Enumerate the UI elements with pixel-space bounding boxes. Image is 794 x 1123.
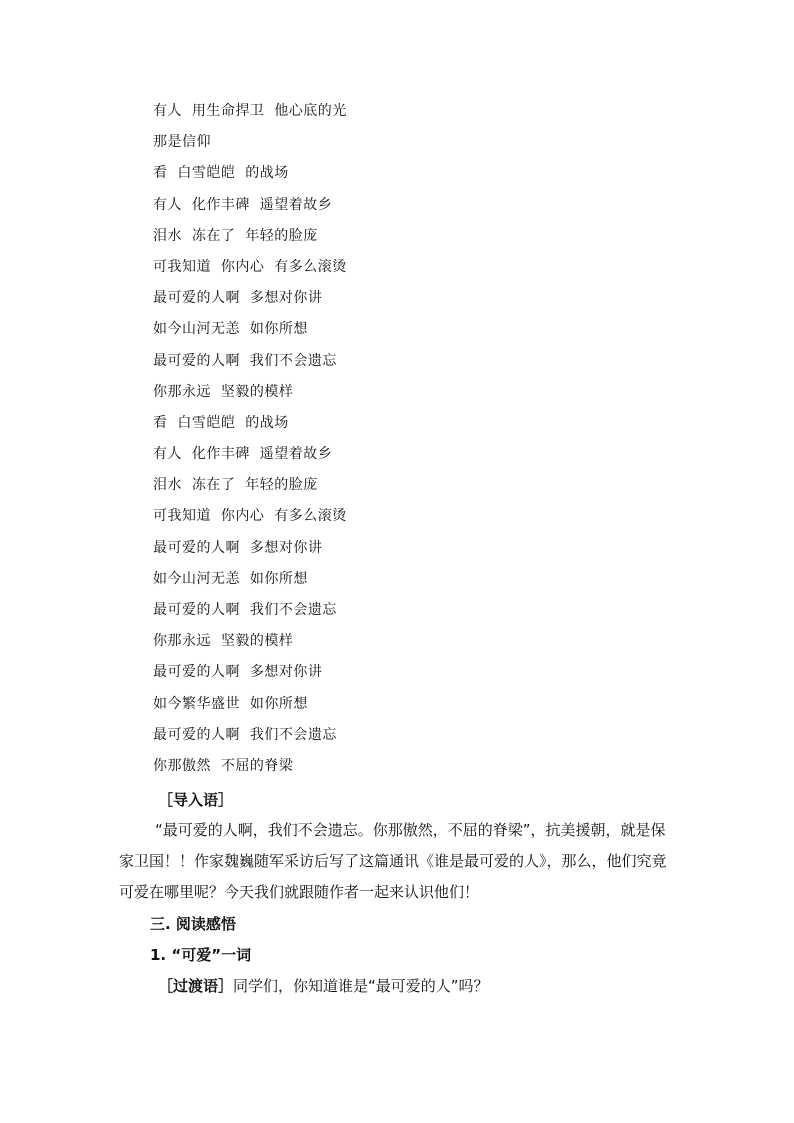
lyric-line: 最可爱的人啊 我们不会遗忘: [153, 352, 337, 369]
transition-paragraph: [158, 973, 489, 999]
lyric-line: 可我知道 你内心 有多么滚烫: [153, 258, 347, 275]
lyric-line: 最可爱的人啊 我们不会遗忘: [153, 726, 337, 743]
lyric-line: 泪水 冻在了 年轻的脸庞: [153, 477, 318, 494]
lyrics-block: [153, 98, 713, 784]
lyric-line: 你那永远 坚毅的模样: [153, 633, 294, 650]
lyric-line: 有人 化作丰碑 遥望着故乡: [153, 446, 333, 463]
lyric-line: 如今山河无恙 如你所想: [153, 321, 308, 338]
transition-heading: ［过渡语］: [158, 977, 234, 995]
lyric-line: 如今山河无恙 如你所想: [153, 570, 308, 587]
lyric-line: 最可爱的人啊 多想对你讲: [153, 539, 323, 556]
lyric-line: 你那永远 坚毅的模样: [153, 383, 294, 400]
subsection-title: 1. “可爱”一词: [150, 946, 252, 964]
lyric-line: 最可爱的人啊 我们不会遗忘: [153, 602, 337, 618]
lyric-line: 你那傲然 不屈的脊梁: [153, 757, 294, 774]
lyric-line: 可我知道 你内心 有多么滚烫: [153, 508, 347, 525]
lyric-line: 看 白雪皑皑 的战场: [153, 165, 289, 182]
transition-text: 同学们，你知道谁是“最可爱的人”吗？: [233, 977, 489, 995]
lyric-line: 那是信仰: [153, 134, 211, 151]
lyric-line: 看 白雪皑皑 的战场: [153, 414, 289, 431]
section-title: 三. 阅读感悟: [150, 915, 236, 933]
lyric-line: 有人 化作丰碑 遥望着故乡: [153, 196, 333, 213]
lyric-line: 有人 用生命捍卫 他心底的光: [153, 103, 347, 119]
lyric-line: 最可爱的人啊 多想对你讲: [153, 290, 323, 307]
lyric-line: 泪水 冻在了 年轻的脸庞: [153, 227, 318, 244]
lyric-line: 最可爱的人啊 多想对你讲: [153, 664, 323, 681]
intro-paragraph: “最可爱的人啊，我们不会遗忘。你那傲然，不屈的脊梁”，抗美援朝，就是保家卫国！！作家魏巍随军采访后写了这篇通讯《谁是最可爱的人》，那么，他们究竟可爱在哪里呢？今天我们就跟随作者一起来认识他们！: [119, 821, 667, 901]
intro-heading: ［导入语］: [158, 791, 234, 809]
lyric-line: 如今繁华盛世 如你所想: [153, 695, 308, 712]
